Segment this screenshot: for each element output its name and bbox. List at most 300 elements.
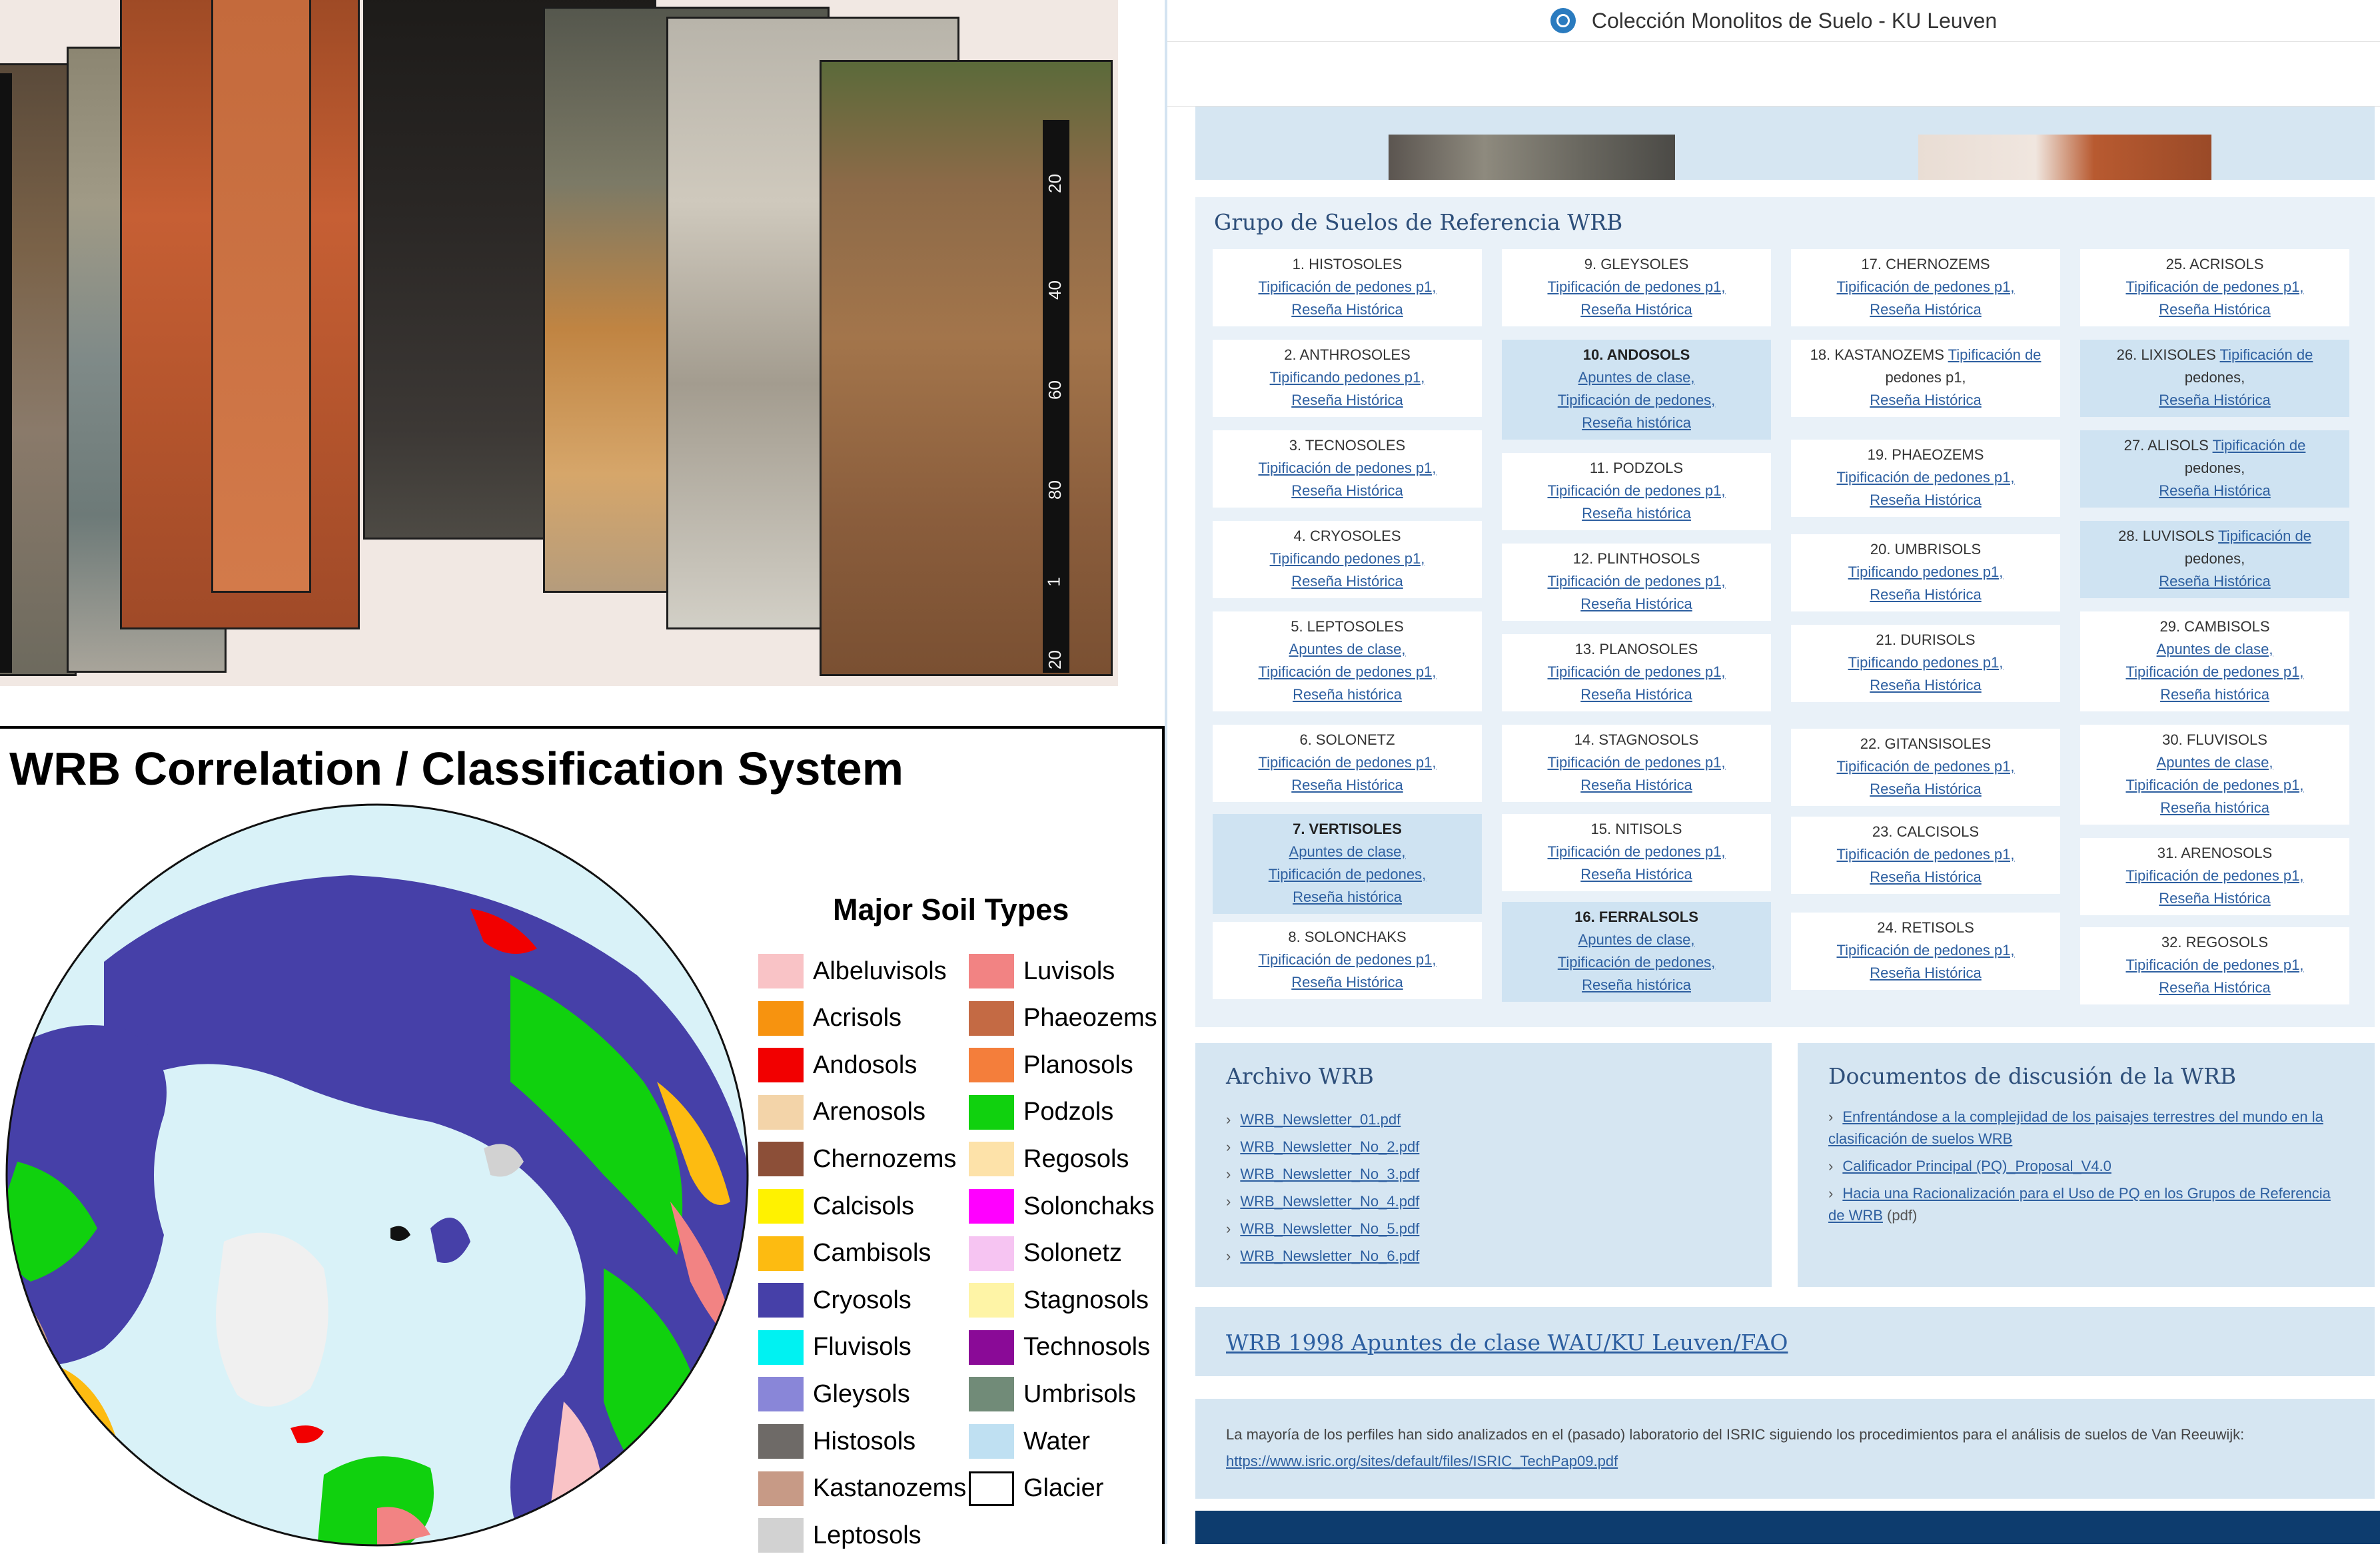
legend-item	[758, 953, 947, 990]
soil-group-link[interactable]: Tipificando pedones p1,	[1269, 369, 1425, 386]
map-title: WRB Correlation / Classification System	[9, 743, 903, 795]
app-icon	[1550, 8, 1576, 33]
soil-group-card	[1791, 249, 2060, 326]
soil-group-card	[1213, 814, 1482, 914]
archive-item	[1226, 1242, 1419, 1270]
soil-group-link[interactable]: Reseña Histórica	[1291, 392, 1403, 408]
legend-item	[758, 1094, 925, 1131]
legend-swatch	[969, 1424, 1014, 1459]
legend-swatch	[758, 1330, 804, 1365]
soil-group-title: 14. STAGNOSOLS	[1574, 731, 1699, 748]
legend-label: Arenosols	[813, 1098, 925, 1126]
wrb-reference-groups-section	[1195, 197, 2375, 1027]
soil-group-link[interactable]: Tipificación de pedones p1,	[2125, 777, 2304, 793]
legend-label: Andosols	[813, 1050, 917, 1079]
soil-group-name	[1791, 917, 2060, 939]
legend-swatch	[758, 1283, 804, 1318]
soil-group-link[interactable]: Tipificación de pedones p1,	[1547, 843, 1726, 860]
soil-group-link[interactable]: Tipificación de pedones p1,	[1836, 278, 2015, 295]
soil-group-name	[1791, 629, 2060, 651]
legend-item	[969, 1094, 1113, 1131]
legend-swatch	[758, 1377, 804, 1411]
legend-swatch	[969, 1236, 1014, 1271]
legend-swatch	[758, 1142, 804, 1176]
discussion-link[interactable]: Hacia una Racionalización para el Uso de PQ en los Grupos de Referencia de WRB	[1828, 1185, 2331, 1224]
soil-group-name	[1791, 444, 2060, 466]
ruler-number-80: 80	[1044, 480, 1065, 500]
discussion-link[interactable]: Calificador Principal (PQ)_Proposal_V4.0	[1842, 1158, 2111, 1174]
soil-group-link[interactable]: Reseña Histórica	[1291, 974, 1403, 990]
soil-group-card	[1502, 340, 1771, 440]
legend-label: Water	[1023, 1427, 1090, 1455]
header-banner	[1195, 107, 2375, 180]
legend-swatch	[758, 1095, 804, 1130]
legend-item	[758, 1282, 911, 1319]
soil-group-card	[1213, 521, 1482, 598]
soil-group-link[interactable]: Apuntes de clase,	[1578, 931, 1695, 948]
legend-label: Planosols	[1023, 1050, 1133, 1079]
soil-group-title: 16. FERRALSOLS	[1574, 909, 1698, 925]
legend-item	[758, 1470, 966, 1507]
wrb-map-panel	[0, 726, 1165, 1549]
soil-group-link[interactable]: Tipificación de pedones p1,	[1547, 482, 1726, 499]
soil-group-link[interactable]: Apuntes de clase,	[2156, 641, 2273, 657]
soil-group-link[interactable]: Tipificación de pedones p1,	[1258, 754, 1437, 771]
chevron-right-icon: ›	[1226, 1166, 1231, 1182]
soil-group-name	[1213, 253, 1482, 276]
legend-label: Histosols	[813, 1427, 916, 1455]
ruler-number-20b: 20	[1044, 650, 1065, 669]
legend-label: Gleysols	[813, 1379, 910, 1408]
soil-group-card	[2080, 927, 2349, 1004]
soil-group-card	[1791, 340, 2060, 417]
legend-label: Luvisols	[1023, 957, 1115, 985]
legend-label: Calcisols	[813, 1192, 915, 1220]
legend-swatch	[758, 954, 804, 988]
soil-group-name	[1502, 638, 1771, 661]
soil-group-title: 4. CRYOSOLES	[1293, 528, 1401, 544]
discussion-item	[1828, 1106, 2335, 1150]
address-bar[interactable]	[1167, 41, 2380, 107]
soil-group-link[interactable]: Apuntes de clase,	[1289, 843, 1406, 860]
soil-group-link[interactable]: Reseña histórica	[1293, 686, 1402, 703]
soil-group-link[interactable]: Reseña Histórica	[1870, 301, 1982, 318]
soil-group-link[interactable]: Reseña Histórica	[1291, 573, 1403, 589]
soil-group-name	[1791, 253, 2060, 276]
soil-group-card	[1502, 725, 1771, 802]
soil-group-link[interactable]: Tipificación de pedones p1,	[1547, 573, 1726, 589]
analysis-note-text: La mayoría de los perfiles han sido analizados en el (pasado) laboratorio del ISRIC siguiendo los procedimientos para el análisis de suelos de Van Reeuwijk:	[1226, 1426, 2245, 1443]
legend-swatch	[969, 1048, 1014, 1082]
soil-group-card	[1502, 902, 1771, 1002]
legend-label: Solonetz	[1023, 1239, 1122, 1268]
legend-item	[969, 1140, 1129, 1178]
soil-group-link[interactable]: Reseña histórica	[1293, 889, 1402, 905]
soil-group-title: 3. TECNOSOLES	[1289, 437, 1406, 454]
soil-group-text: pedones,	[2184, 550, 2245, 567]
legend-item	[758, 1188, 914, 1225]
soil-group-card	[1213, 922, 1482, 999]
polar-soil-map	[4, 802, 750, 1548]
soil-group-name	[1213, 434, 1482, 457]
ruler-number-40: 40	[1044, 280, 1065, 300]
soil-group-link[interactable]: Tipificación de	[1948, 346, 2042, 363]
soil-group-link[interactable]: Tipificación de pedones p1,	[1258, 951, 1437, 968]
soil-group-card	[2080, 249, 2349, 326]
legend-swatch	[969, 1095, 1014, 1130]
wrb-archive-box	[1195, 1043, 1772, 1287]
soil-group-title: 6. SOLONETZ	[1299, 731, 1395, 748]
soil-group-link[interactable]: Tipificación de pedones p1,	[1547, 754, 1726, 771]
soil-group-link[interactable]: Reseña Histórica	[2159, 392, 2271, 408]
soil-group-link[interactable]: Tipificación de pedones p1,	[1836, 942, 2015, 959]
soil-group-title: 8. SOLONCHAKS	[1288, 929, 1407, 945]
legend-label: Acrisols	[813, 1004, 902, 1032]
soil-group-name	[1502, 906, 1771, 929]
analysis-note-box	[1195, 1399, 2375, 1499]
legend-item	[969, 953, 1115, 990]
soil-group-card	[1213, 430, 1482, 508]
soil-group-name	[1502, 818, 1771, 841]
soil-group-card	[2080, 838, 2349, 915]
soil-profile-4	[211, 0, 311, 593]
discussion-item	[1828, 1155, 2335, 1177]
soil-group-link[interactable]: Reseña histórica	[2160, 799, 2269, 816]
soil-group-link[interactable]: Reseña Histórica	[1870, 965, 1982, 981]
legend-swatch	[758, 1236, 804, 1271]
discussion-list	[1828, 1106, 2335, 1232]
soil-group-name	[1213, 818, 1482, 841]
chevron-right-icon: ›	[1226, 1138, 1231, 1155]
soil-group-card	[1213, 725, 1482, 802]
soil-group-link[interactable]: Tipificando pedones p1,	[1848, 564, 2004, 580]
soil-group-name	[1502, 457, 1771, 480]
discussion-suffix: (pdf)	[1882, 1207, 1918, 1224]
soil-group-link[interactable]: Apuntes de clase,	[2156, 754, 2273, 771]
soil-group-name	[1502, 729, 1771, 751]
soil-group-text: pedones p1,	[1885, 369, 1966, 386]
soil-group-title: 28. LUVISOLS	[2118, 528, 2215, 544]
window-title: Colección Monolitos de Suelo - KU Leuven	[1591, 8, 1998, 33]
archive-item	[1226, 1160, 1419, 1188]
soil-group-link[interactable]: Tipificación de pedones,	[1557, 392, 1716, 408]
ruler-number-1: 1	[1043, 577, 1064, 587]
soil-group-name	[2080, 525, 2349, 548]
legend-item	[758, 1329, 911, 1366]
legend-item	[758, 1046, 917, 1084]
soil-group-card	[1502, 814, 1771, 891]
soil-group-link[interactable]: Reseña Histórica	[1580, 301, 1692, 318]
legend-label: Phaeozems	[1023, 1004, 1157, 1032]
soil-group-link[interactable]: Reseña Histórica	[1580, 777, 1692, 793]
soil-group-title: 19. PHAEOZEMS	[1867, 446, 1984, 463]
soil-group-name	[1791, 344, 2060, 366]
legend-label: Podzols	[1023, 1098, 1114, 1126]
legend-item	[758, 1000, 901, 1037]
legend-swatch	[969, 1142, 1014, 1176]
legend-item	[758, 1423, 915, 1460]
soil-group-card	[1502, 544, 1771, 621]
soil-group-title: 32. REGOSOLS	[2161, 934, 2269, 951]
analysis-note	[1226, 1421, 2345, 1475]
legend-swatch	[969, 1377, 1014, 1411]
legend-item	[758, 1140, 956, 1178]
soil-group-link[interactable]: Tipificación de pedones p1,	[1258, 278, 1437, 295]
soil-group-title: 1. HISTOSOLES	[1292, 256, 1403, 272]
soil-group-link[interactable]: Reseña Histórica	[1870, 586, 1982, 603]
soil-group-title: 30. FLUVISOLS	[2162, 731, 2267, 748]
soil-group-link[interactable]: Tipificación de pedones p1,	[1836, 469, 2015, 486]
soil-group-card	[1213, 611, 1482, 711]
soil-group-link[interactable]: Reseña Histórica	[1291, 777, 1403, 793]
chevron-right-icon: ›	[1226, 1248, 1231, 1264]
soil-group-link[interactable]: Reseña Histórica	[1870, 869, 1982, 885]
soil-group-title: 15. NITISOLS	[1590, 821, 1682, 837]
soil-group-text: pedones,	[2184, 369, 2245, 386]
soil-group-link[interactable]: Tipificación de pedones p1,	[1836, 758, 2015, 775]
legend-item	[758, 1375, 910, 1413]
soil-group-link[interactable]: Reseña Histórica	[1580, 595, 1692, 612]
soil-group-title: 26. LIXISOLES	[2116, 346, 2216, 363]
soil-group-name	[1791, 538, 2060, 561]
soil-group-link[interactable]: Reseña histórica	[2160, 686, 2269, 703]
discussion-link[interactable]: Enfrentándose a la complejidad de los paisajes terrestres del mundo en la clasificación de suelos WRB	[1828, 1108, 2323, 1147]
soil-group-name	[1213, 729, 1482, 751]
soil-group-title: 25. ACRISOLS	[2165, 256, 2264, 272]
soil-group-title: 13. PLANOSOLES	[1574, 641, 1698, 657]
soil-group-card	[1791, 729, 2060, 806]
soil-group-name	[1213, 525, 1482, 548]
soil-group-link[interactable]: Tipificación de pedones p1,	[1547, 278, 1726, 295]
soil-group-link[interactable]: Tipificación de pedones p1,	[2125, 867, 2304, 884]
soil-group-title: 17. CHERNOZEMS	[1861, 256, 1990, 272]
legend-item	[969, 1046, 1133, 1084]
soil-group-link[interactable]: Reseña Histórica	[1580, 686, 1692, 703]
archive-link[interactable]: WRB_Newsletter_No_6.pdf	[1240, 1248, 1420, 1264]
soil-group-link[interactable]: Tipificando pedones p1,	[1269, 550, 1425, 567]
soil-group-card	[1791, 817, 2060, 894]
soil-group-link[interactable]: Reseña histórica	[1582, 976, 1691, 993]
legend-item	[969, 1423, 1090, 1460]
legend-label: Cambisols	[813, 1239, 931, 1268]
soil-group-title: 7. VERTISOLES	[1293, 821, 1402, 837]
legend-label: Chernozems	[813, 1144, 957, 1173]
soil-group-card	[1213, 340, 1482, 417]
legend-item	[969, 1329, 1150, 1366]
soil-group-link[interactable]: Tipificación de pedones,	[1557, 954, 1716, 971]
soil-group-link[interactable]: Reseña Histórica	[1870, 492, 1982, 508]
soil-group-title: 18. KASTANOZEMS	[1810, 346, 1944, 363]
legend-swatch	[758, 1001, 804, 1036]
soil-group-link[interactable]: Reseña Histórica	[2159, 890, 2271, 907]
soil-group-name	[1791, 733, 2060, 755]
ruler-number-20: 20	[1044, 174, 1065, 193]
archive-item	[1226, 1133, 1419, 1160]
soil-profile-photo-collage	[0, 0, 1118, 686]
soil-group-card	[1213, 249, 1482, 326]
legend-label: Albeluvisols	[813, 957, 947, 985]
soil-group-card	[2080, 725, 2349, 825]
soil-group-name	[1213, 926, 1482, 949]
soil-group-link[interactable]: Reseña Histórica	[2159, 979, 2271, 996]
archive-item	[1226, 1106, 1419, 1133]
discussion-item	[1828, 1182, 2335, 1226]
web-page	[1165, 0, 2380, 1544]
soil-group-title: 24. RETISOLS	[1877, 919, 1974, 936]
banner-thumbnail-right	[1918, 135, 2211, 180]
apuntes-box	[1195, 1307, 2375, 1376]
ruler-number-60: 60	[1044, 380, 1065, 400]
legend-label: Stagnosols	[1023, 1286, 1149, 1314]
legend-swatch	[969, 1189, 1014, 1224]
soil-group-title: 31. ARENOSOLS	[2157, 845, 2273, 861]
wrb-section-heading: Grupo de Suelos de Referencia WRB	[1214, 209, 1623, 235]
legend-swatch	[758, 1189, 804, 1224]
soil-group-title: 20. UMBRISOLS	[1870, 541, 1982, 558]
legend-item	[969, 1235, 1122, 1272]
soil-group-link[interactable]: Reseña Histórica	[1291, 482, 1403, 499]
soil-group-name	[2080, 434, 2349, 457]
legend-swatch	[969, 954, 1014, 988]
soil-group-title: 22. GITANSISOLES	[1860, 735, 1992, 752]
legend-swatch	[969, 1330, 1014, 1365]
soil-group-link[interactable]: Reseña Histórica	[2159, 301, 2271, 318]
archive-title: Archivo WRB	[1226, 1063, 1374, 1089]
legend-swatch	[969, 1283, 1014, 1318]
archive-link[interactable]: WRB_Newsletter_No_4.pdf	[1240, 1193, 1420, 1210]
soil-group-text: pedones,	[2184, 460, 2245, 476]
chevron-right-icon: ›	[1226, 1193, 1231, 1210]
soil-group-link[interactable]: Reseña histórica	[1582, 505, 1691, 522]
wrb-discussion-box	[1798, 1043, 2375, 1287]
soil-group-link[interactable]: Apuntes de clase,	[1289, 641, 1406, 657]
soil-group-name	[1502, 344, 1771, 366]
soil-group-link[interactable]: Reseña Histórica	[1291, 301, 1403, 318]
legend-label: Fluvisols	[813, 1333, 911, 1361]
soil-group-link[interactable]: Tipificación de	[2219, 346, 2313, 363]
page-footer	[1195, 1511, 2380, 1544]
legend-title: Major Soil Types	[833, 893, 1069, 927]
soil-group-title: 12. PLINTHOSOLS	[1572, 550, 1700, 567]
legend-label: Technosols	[1023, 1333, 1151, 1361]
soil-group-card	[1791, 534, 2060, 611]
soil-group-link[interactable]: Reseña Histórica	[2159, 482, 2271, 499]
soil-group-name	[2080, 931, 2349, 954]
archive-list	[1226, 1106, 1419, 1270]
soil-group-card	[1791, 625, 2060, 702]
soil-group-title: 21. DURISOLS	[1876, 631, 1976, 648]
legend-label: Cryosols	[813, 1286, 911, 1314]
soil-group-title: 2. ANTHROSOLES	[1284, 346, 1411, 363]
soil-group-link[interactable]: Reseña histórica	[1582, 414, 1691, 431]
legend-swatch	[969, 1471, 1014, 1506]
soil-group-link[interactable]: Apuntes de clase,	[1578, 369, 1695, 386]
soil-group-name	[2080, 842, 2349, 865]
soil-group-name	[1502, 548, 1771, 570]
legend-item	[969, 1282, 1149, 1319]
soil-group-card	[2080, 340, 2349, 417]
chevron-right-icon: ›	[1828, 1185, 1834, 1202]
archive-link[interactable]: WRB_Newsletter_No_5.pdf	[1240, 1220, 1420, 1237]
soil-group-title: 27. ALISOLS	[2123, 437, 2209, 454]
archive-item	[1226, 1188, 1419, 1215]
legend-item	[758, 1235, 931, 1272]
legend-item	[969, 1375, 1136, 1413]
archive-link[interactable]: WRB_Newsletter_01.pdf	[1240, 1111, 1401, 1128]
soil-group-link[interactable]: Tipificación de pedones p1,	[1836, 846, 2015, 863]
soil-group-link[interactable]: Tipificación de pedones p1,	[1258, 460, 1437, 476]
soil-group-card	[1791, 440, 2060, 517]
soil-group-name	[2080, 344, 2349, 366]
chevron-right-icon: ›	[1828, 1108, 1834, 1125]
soil-group-title: 23. CALCISOLS	[1872, 823, 1980, 840]
soil-group-link[interactable]: Reseña Histórica	[1870, 781, 1982, 797]
soil-group-name	[1213, 615, 1482, 638]
legend-item	[969, 1470, 1103, 1507]
isric-link[interactable]: https://www.isric.org/sites/default/files/ISRIC_TechPap09.pdf	[1226, 1453, 1618, 1469]
archive-item	[1226, 1215, 1419, 1242]
window-title-bar	[1167, 0, 2380, 41]
legend-item	[758, 1517, 921, 1554]
legend-swatch	[758, 1518, 804, 1553]
soil-group-card	[1502, 249, 1771, 326]
legend-swatch	[758, 1048, 804, 1082]
soil-group-card	[1791, 913, 2060, 990]
legend-label: Solonchaks	[1023, 1192, 1155, 1220]
archive-link[interactable]: WRB_Newsletter_No_3.pdf	[1240, 1166, 1420, 1182]
archive-link[interactable]: WRB_Newsletter_No_2.pdf	[1240, 1138, 1420, 1155]
soil-group-title: 5. LEPTOSOLES	[1291, 618, 1404, 635]
soil-group-card	[2080, 611, 2349, 711]
soil-group-link[interactable]: Tipificando pedones p1,	[1848, 654, 2004, 671]
soil-group-title: 10. ANDOSOLS	[1582, 346, 1690, 363]
soil-group-title: 9. GLEYSOLES	[1584, 256, 1689, 272]
soil-group-link[interactable]: Tipificación de	[2218, 528, 2311, 544]
soil-group-link[interactable]: Tipificación de pedones p1,	[1547, 663, 1726, 680]
soil-group-link[interactable]: Reseña Histórica	[1580, 866, 1692, 883]
soil-group-name	[2080, 615, 2349, 638]
soil-group-name	[1791, 821, 2060, 843]
soil-group-link[interactable]: Tipificación de pedones,	[1268, 866, 1427, 883]
legend-label: Kastanozems	[813, 1474, 967, 1503]
soil-group-link[interactable]: Tipificación de	[2212, 437, 2306, 454]
soil-group-card	[2080, 521, 2349, 598]
soil-group-title: 11. PODZOLS	[1589, 460, 1684, 476]
soil-group-card	[2080, 430, 2349, 508]
soil-group-link[interactable]: Reseña Histórica	[1870, 677, 1982, 693]
discussion-title: Documentos de discusión de la WRB	[1828, 1063, 2237, 1089]
banner-thumbnail-left	[1389, 135, 1675, 180]
soil-group-link[interactable]: Tipificación de pedones p1,	[2125, 278, 2304, 295]
legend-item	[969, 1000, 1157, 1037]
legend-swatch	[758, 1471, 804, 1506]
soil-group-name	[2080, 729, 2349, 751]
soil-group-link[interactable]: Reseña Histórica	[2159, 573, 2271, 589]
soil-group-card	[1502, 453, 1771, 530]
legend-swatch	[969, 1001, 1014, 1036]
soil-group-name	[1502, 253, 1771, 276]
soil-group-link[interactable]: Tipificación de pedones p1,	[2125, 663, 2304, 680]
legend-label: Glacier	[1023, 1474, 1104, 1503]
soil-group-card	[1502, 634, 1771, 711]
soil-group-name	[2080, 253, 2349, 276]
soil-group-link[interactable]: Tipificación de pedones p1,	[1258, 663, 1437, 680]
soil-group-link[interactable]: Tipificación de pedones p1,	[2125, 957, 2304, 973]
apuntes-link[interactable]: WRB 1998 Apuntes de clase WAU/KU Leuven/FAO	[1226, 1330, 1788, 1356]
chevron-right-icon: ›	[1226, 1220, 1231, 1237]
chevron-right-icon: ›	[1226, 1111, 1231, 1128]
soil-group-link[interactable]: Reseña Histórica	[1870, 392, 1982, 408]
